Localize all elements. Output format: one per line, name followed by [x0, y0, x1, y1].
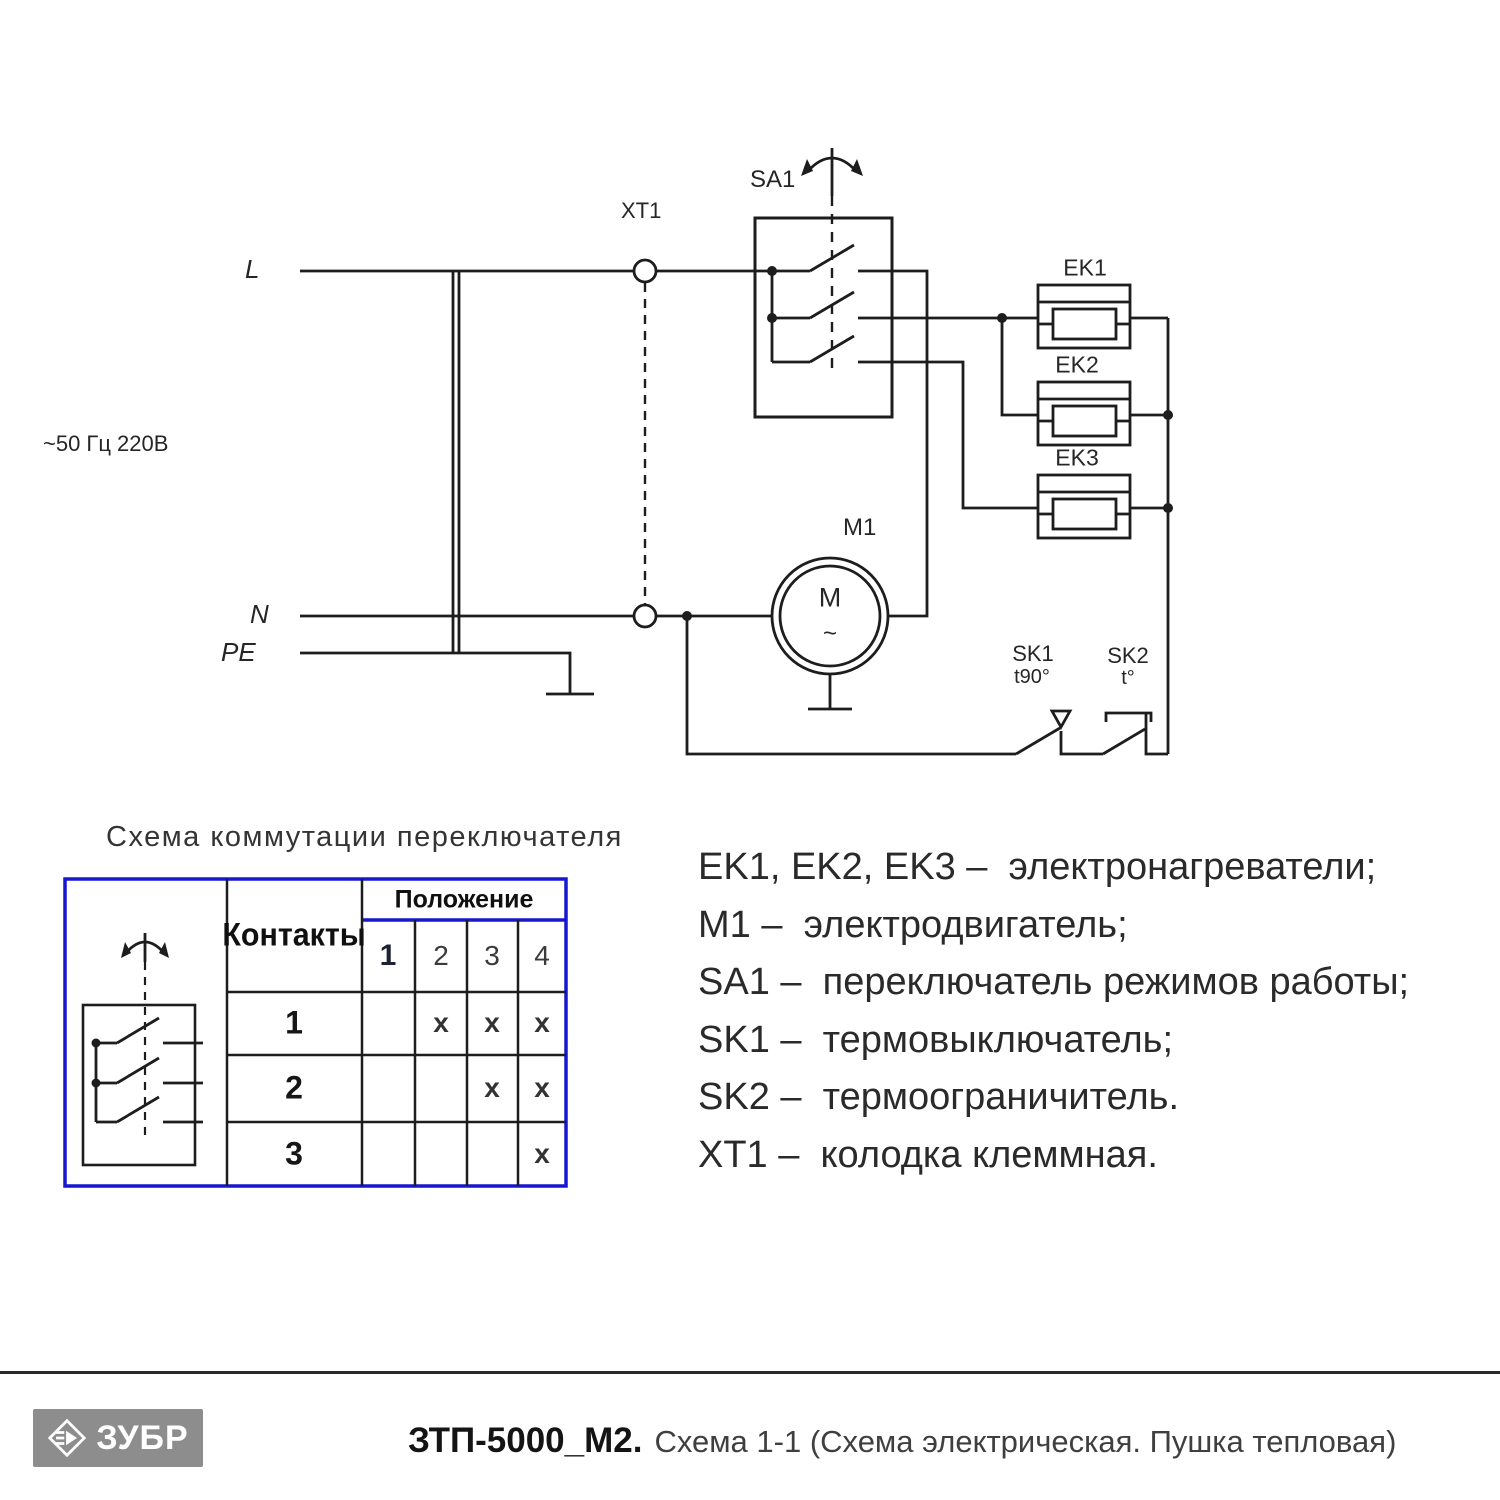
phase-label: L: [245, 254, 260, 284]
position-col-1: 1: [379, 939, 397, 972]
zubr-diamond-icon: [47, 1418, 87, 1458]
sk2-fixed-lead: [1146, 713, 1168, 754]
mark-r2-c4: x: [534, 1072, 550, 1103]
position-col-4: 4: [534, 940, 550, 971]
legend-item-switch: SA1 – переключатель режимов работы;: [698, 961, 1410, 1003]
contacts-header: Контакты: [222, 916, 366, 953]
footer-divider: [0, 1371, 1500, 1374]
power-rating-label: ~50 Гц 220В: [43, 431, 169, 456]
switch-contact-3-to-ek3: [772, 336, 1038, 508]
legend-item-thermal-switch: SK1 – термовыключатель;: [698, 1018, 1173, 1061]
sk2-label: SK2: [1107, 643, 1149, 668]
wire-n-branch: [687, 616, 1016, 754]
sk2-reset-bracket: [1106, 713, 1151, 722]
mark-r1-c4: x: [534, 1007, 550, 1038]
sk2-temp-label: t°: [1121, 667, 1135, 689]
schema-description: Схема 1-1 (Схема электрическая. Пушка тепловая): [654, 1424, 1397, 1459]
motor-letter: M: [818, 582, 842, 613]
terminal-xt1-label: XT1: [621, 198, 662, 223]
switch-sa1-label: SA1: [750, 166, 796, 193]
heater-ek1-label: EK1: [1063, 254, 1107, 281]
sk1-fixed-lead: [1061, 731, 1103, 754]
commutation-table-title: Схема коммутации переключателя: [106, 821, 623, 853]
contact-row-2-label: 2: [285, 1069, 303, 1106]
table-switch-contact-2: [96, 1058, 203, 1083]
neutral-label: N: [250, 599, 269, 629]
zubr-logo: [33, 1409, 203, 1467]
terminal-xt1-l: [634, 260, 656, 282]
mark-r2-c3: x: [484, 1072, 500, 1103]
switch-contact-2-to-ek1: [772, 292, 1038, 318]
sk1-label: SK1: [1012, 641, 1054, 666]
footer-caption: [408, 1421, 1396, 1461]
position-header: Положение: [394, 885, 534, 914]
heater-ek3-element: [1053, 499, 1116, 529]
legend-item-terminal: XT1 – колодка клеммная.: [698, 1133, 1158, 1176]
heater-ek2-label: EK2: [1055, 351, 1099, 378]
heater-ek3-label: EK3: [1055, 444, 1099, 471]
model-number: ЗТП-5000_М2.: [408, 1421, 643, 1460]
wire-pe: [300, 653, 570, 694]
sk2-blade: [1103, 729, 1145, 754]
position-col-3: 3: [484, 940, 500, 971]
contact-row-1-label: 1: [285, 1004, 303, 1041]
mark-r1-c2: x: [433, 1007, 449, 1038]
mark-r1-c3: x: [484, 1007, 500, 1038]
sk1-thermal-triangle: [1052, 711, 1070, 727]
sk1-blade: [1016, 728, 1060, 754]
legend-item-thermal-limiter: SK2 – термоограничитель.: [698, 1076, 1180, 1118]
branch-to-ek2: [1002, 318, 1038, 415]
heater-ek1-element: [1053, 309, 1116, 339]
motor-ac-symbol: ~: [822, 620, 838, 647]
motor-ground: [808, 674, 852, 709]
motor-m1-label: M1: [843, 514, 877, 541]
position-col-2: 2: [433, 940, 449, 971]
motor-m1-outer: [772, 558, 888, 674]
motor-m1-inner: [780, 566, 880, 666]
legend-item-heaters: EK1, EK2, EK3 – электронагреватели;: [698, 846, 1377, 888]
table-switch-contact-3: [96, 1097, 203, 1122]
legend-item-motor: M1 – электродвигатель;: [698, 903, 1128, 946]
terminal-xt1-n: [634, 605, 656, 627]
sk1-temp-label: t90°: [1014, 666, 1050, 688]
heater-ek2-element: [1053, 406, 1116, 436]
legend: [698, 839, 1409, 1184]
brand-name: ЗУБР: [96, 1418, 189, 1457]
table-switch-contact-1: [96, 1018, 203, 1043]
earth-label: PE: [221, 637, 256, 667]
mark-r3-c4: x: [534, 1138, 550, 1169]
contact-row-3-label: 3: [285, 1135, 303, 1172]
